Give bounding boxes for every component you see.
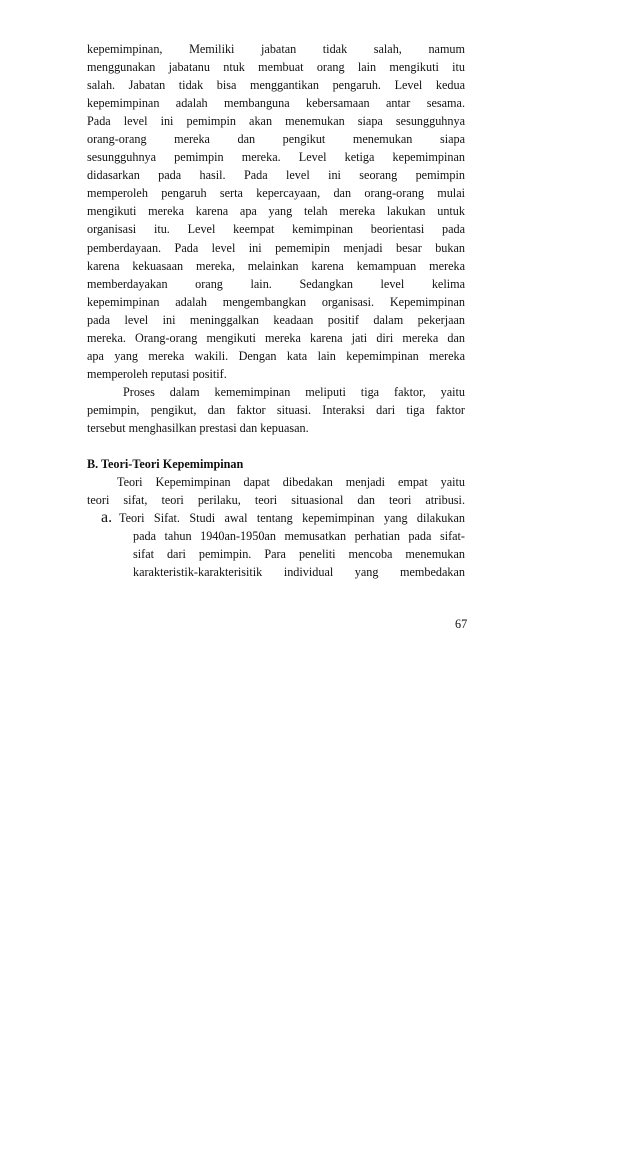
- list-item: [101, 509, 465, 527]
- text-line: kepemimpinan, Memiliki jabatan tidak salah, namum: [87, 42, 465, 56]
- list-item-continuation: [101, 527, 465, 581]
- text-line: pemimpin, pengikut, dan faktor situasi. Interaksi dari tiga faktor: [87, 402, 465, 417]
- text-line: organisasi itu. Level keempat kemimpinan beorientasi pada: [87, 222, 465, 237]
- text-line: kepemimpinan adalah mengembangkan organisasi. Kepemimpinan: [87, 294, 465, 309]
- text-line: memperoleh pengaruh serta kepercayaan, dan orang-orang mulai: [87, 186, 465, 201]
- text-line: pada level ini meninggalkan keadaan positif dalam pekerjaan: [87, 312, 465, 327]
- text-line: pada tahun 1940an-1950an memusatkan perhatian pada sifat-: [133, 529, 465, 544]
- text-line: pemberdayaan. Pada level ini pememipin menjadi besar bukan: [87, 240, 465, 255]
- text-line: kepemimpinan adalah membanguna kebersamaan antar sesama.: [87, 96, 465, 111]
- theory-list: [87, 509, 465, 581]
- document-page: [87, 40, 465, 581]
- text-line: menggunakan jabatanu ntuk membuat orang lain mengikuti itu: [87, 60, 465, 75]
- text-line: teori sifat, teori perilaku, teori situasional dan teori atribusi.: [87, 493, 465, 508]
- text-line: Pada level ini pemimpin akan menemukan siapa sesungguhnya: [87, 114, 465, 129]
- text-line: salah. Jabatan tidak bisa menggantikan pengaruh. Level kedua: [87, 78, 465, 93]
- text-line: Teori Kepemimpinan dapat dibedakan menjadi empat yaitu: [117, 475, 465, 490]
- paragraph-leadership-levels: [87, 40, 465, 383]
- text-line: Proses dalam kememimpinan meliputi tiga faktor, yaitu: [123, 384, 465, 399]
- text-line: didasarkan pada hasil. Pada level ini seorang pemimpin: [87, 168, 465, 183]
- section-b: [87, 455, 465, 581]
- text-line: apa yang mereka wakili. Dengan kata lain kepemimpinan mereka: [87, 348, 465, 363]
- spacer: [87, 437, 465, 455]
- text-line: sifat dari pemimpin. Para peneliti mencoba menemukan: [133, 547, 465, 562]
- text-line: tersebut menghasilkan prestasi dan kepuasan.: [87, 420, 309, 435]
- text-line: memperoleh reputasi positif.: [87, 366, 227, 381]
- list-marker: a.: [101, 509, 113, 527]
- text-line: orang-orang mereka dan pengikut menemukan siapa: [87, 132, 465, 147]
- text-line: mengikuti mereka karena apa yang telah mereka lakukan untuk: [87, 204, 465, 219]
- text-line: Teori Sifat. Studi awal tentang kepemimpinan yang dilakukan: [119, 511, 465, 526]
- page-number: 67: [455, 617, 468, 631]
- text-line: memberdayakan orang lain. Sedangkan level kelima: [87, 276, 465, 291]
- text-line: mereka. Orang-orang mengikuti mereka karena jati diri mereka dan: [87, 330, 465, 345]
- text-line: karena kekuasaan mereka, melainkan karena kemampuan mereka: [87, 258, 465, 273]
- text-line: sesungguhnya pemimpin mereka. Level ketiga kepemimpinan: [87, 150, 465, 165]
- paragraph-leadership-process: [87, 383, 465, 437]
- text-line: karakteristik-karakterisitik individual yang membedakan: [133, 565, 465, 580]
- section-heading: B. Teori-Teori Kepemimpinan: [87, 457, 244, 472]
